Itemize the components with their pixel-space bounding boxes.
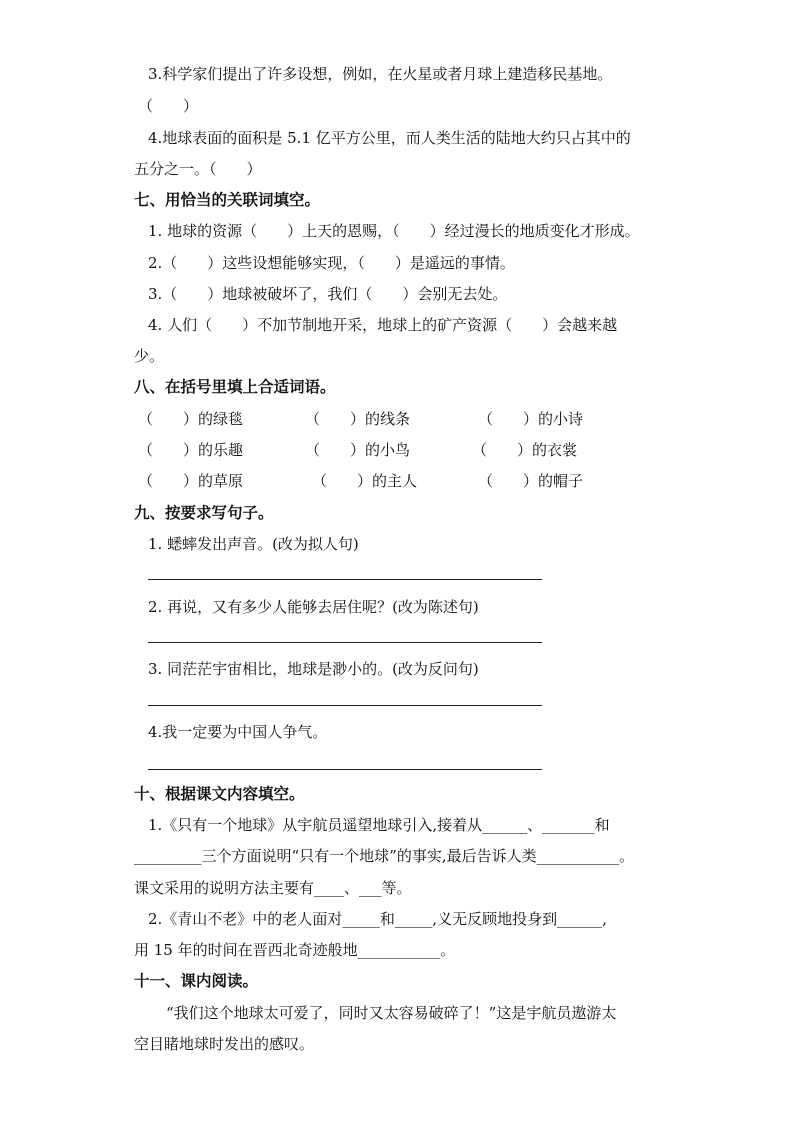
s9-q1-answer-line[interactable] (148, 579, 542, 580)
s10-q2-line1: 2.《青山不老》中的老人面对_____和_____,义无反顾地投身到______, (148, 910, 607, 928)
s8-r3-c2: （ ）的主人 (312, 472, 418, 490)
s6-q4-line1: 4.地球表面的面积是 5.1 亿平方公里，而人类生活的陆地大约只占其中的 (148, 129, 631, 147)
s9-q2-answer-line[interactable] (148, 642, 542, 643)
s6-q3-line2: （ ） (138, 97, 199, 115)
s7-q4-line1: 4. 人们（ ）不加节制地开采，地球上的矿产资源（ ）会越来越 (148, 316, 618, 334)
s6-q3-line1: 3.科学家们提出了许多设想，例如，在火星或者月球上建造移民基地。 (148, 65, 613, 83)
s8-r1-c1: （ ）的绿毯 (138, 410, 244, 428)
s7-q2: 2.（ ）这些设想能够实现，（ ）是遥远的事情。 (148, 254, 515, 272)
s8-r2-c1: （ ）的乐趣 (138, 441, 244, 459)
s9-q4-answer-line[interactable] (148, 769, 542, 770)
s9-q4: 4.我一定要为中国人争气。 (148, 723, 328, 741)
s11-paragraph-line2: 空目睹地球时发出的感叹。 (134, 1035, 315, 1053)
s7-q4-line2: 少。 (134, 347, 165, 365)
s9-q3: 3. 同茫茫宇宙相比，地球是渺小的。(改为反问句) (148, 660, 479, 678)
s10-q1-line1: 1.《只有一个地球》从宇航员遥望地球引入,接着从______、_______和 (148, 816, 610, 834)
s8-r1-c2: （ ）的线条 (305, 410, 411, 428)
s10-q2-line2: 用 15 年的时间在晋西北奇迹般地___________。 (134, 941, 456, 959)
section8-heading: 八、在括号里填上合适词语。 (134, 378, 336, 396)
section10-heading: 十、根据课文内容填空。 (134, 785, 305, 803)
s8-r2-c3: （ ）的衣裳 (472, 441, 578, 459)
section9-heading: 九、按要求写句子。 (134, 504, 274, 522)
s7-q1: 1. 地球的资源（ ）上天的恩赐，（ ）经过漫长的地质变化才形成。 (148, 222, 640, 240)
s8-r3-c3: （ ）的帽子 (478, 472, 584, 490)
s7-q3: 3.（ ）地球被破坏了，我们（ ）会别无去处。 (148, 285, 508, 303)
s11-paragraph-line1: “我们这个地球太可爱了，同时又太容易破碎了！”这是宇航员遨游太 (166, 1004, 617, 1022)
s10-q1-line3: 课文采用的说明方法主要有____、___等。 (134, 879, 412, 897)
s10-q1-line2: _________三个方面说明“只有一个地球”的事实,最后告诉人类___________。 (134, 847, 635, 865)
s6-q4-line2: 五分之一。（ ） (134, 160, 262, 178)
section7-heading: 七、用恰当的关联词填空。 (134, 191, 321, 209)
s9-q3-answer-line[interactable] (148, 705, 542, 706)
s9-q2: 2. 再说，又有多少人能够去居住呢？(改为陈述句) (148, 598, 479, 616)
s9-q1: 1. 蟋蟀发出声音。(改为拟人句) (148, 535, 359, 553)
s8-r1-c3: （ ）的小诗 (478, 410, 584, 428)
s8-r2-c2: （ ）的小鸟 (305, 441, 411, 459)
s8-r3-c1: （ ）的草原 (138, 472, 244, 490)
section11-heading: 十一、课内阅读。 (134, 972, 259, 990)
